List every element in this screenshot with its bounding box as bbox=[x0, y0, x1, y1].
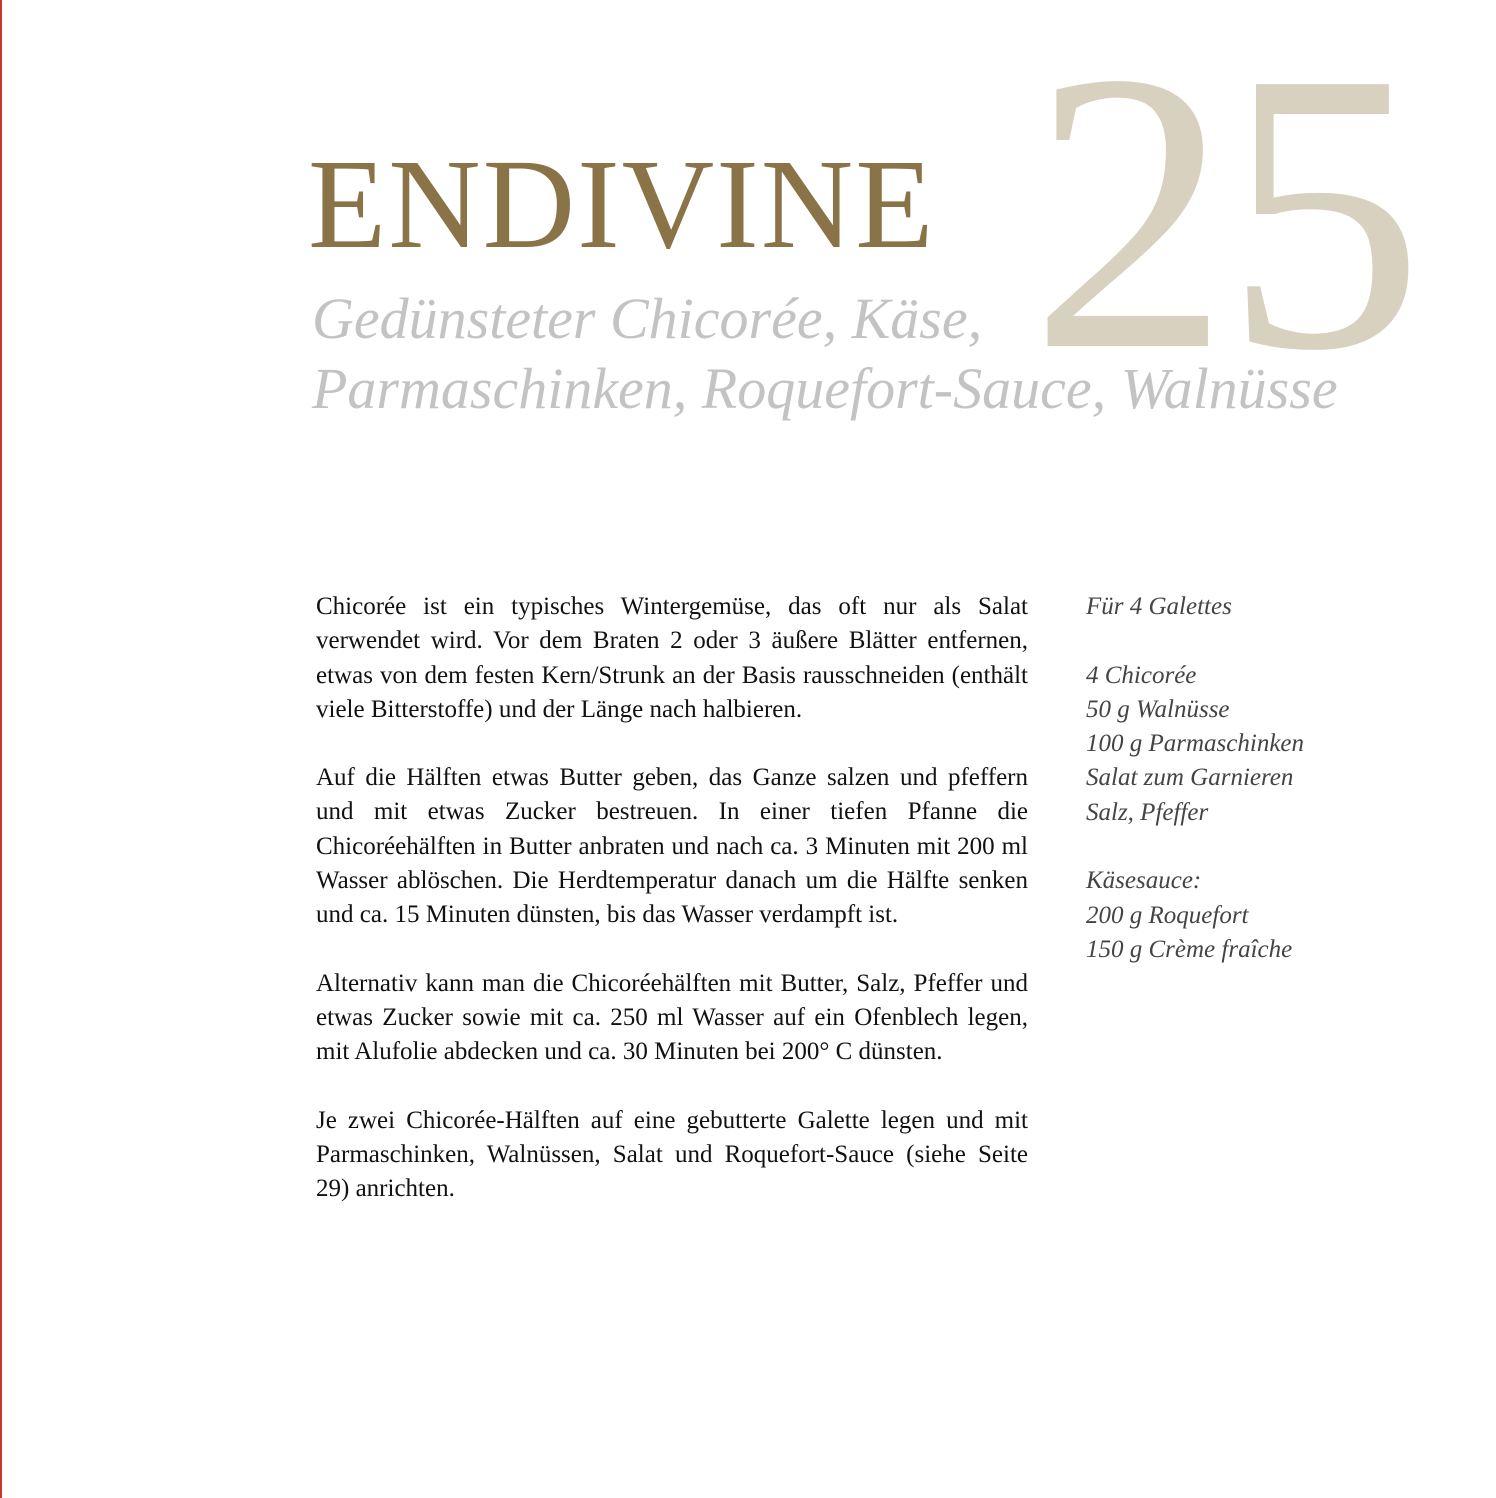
recipe-title: ENDIVINE bbox=[308, 133, 936, 275]
instruction-paragraph: Je zwei Chicorée-Hälften auf eine gebutterte Galette legen und mit Parmaschinken, Walnüssen, Salat und Roquefort-Sauce (siehe Seite 29) anrichten. bbox=[316, 1106, 1028, 1203]
servings-label: Für 4 Galettes bbox=[1086, 593, 1232, 620]
instructions bbox=[316, 590, 1028, 1240]
ingredient-item: 4 Chicorée bbox=[1086, 661, 1197, 689]
spacer bbox=[1086, 830, 1366, 864]
recipe-subtitle bbox=[312, 284, 1482, 424]
ingredient-item: 100 g Parmaschinken bbox=[1086, 730, 1305, 758]
sauce-heading: Käsesauce: bbox=[1086, 867, 1202, 895]
spacer bbox=[1086, 624, 1366, 658]
instruction-paragraph: Auf die Hälften etwas Butter geben, das Ganze salzen und pfeffern und mit etwas Zucker bestreuen. In einer tiefen Pfanne die Chicoréehälften in Butter anbraten und nach ca. 3 Minuten mit 200 ml Wasser ablöschen. Die Herdtemperatur danach um die Hälfte senken und ca. 15 Minuten dünsten, bis das Wasser verdampft ist. bbox=[316, 764, 1028, 929]
subtitle-line: Parmaschinken, Roquefort-Sauce, Walnüsse bbox=[312, 356, 1338, 421]
page-edge bbox=[0, 0, 2, 1498]
sauce-item: 150 g Crème fraîche bbox=[1086, 935, 1293, 963]
instruction-paragraph: Alternativ kann man die Chicoréehälften mit Butter, Salz, Pfeffer und etwas Zucker sowie mit ca. 250 ml Wasser auf ein Ofenblech legen, mit Alufolie abdecken und ca. 30 Minuten bei 200° C dünsten. bbox=[316, 969, 1028, 1066]
ingredient-item: Salz, Pfeffer bbox=[1086, 798, 1209, 826]
subtitle-line: Gedünsteter Chicorée, Käse, bbox=[312, 286, 983, 351]
instruction-paragraph: Chicorée ist ein typisches Wintergemüse, das oft nur als Salat verwendet wird. Vor dem Braten 2 oder 3 äußere Blätter entfernen, etwas von dem festen Kern/Strunk an der Basis rausschneiden (enthält viele Bitterstoffe) und der Länge nach halbieren. bbox=[316, 593, 1028, 723]
recipe-number: 25 bbox=[1030, 0, 1418, 433]
ingredient-item: Salat zum Garnieren bbox=[1086, 764, 1294, 792]
ingredient-item: 50 g Walnüsse bbox=[1086, 695, 1230, 723]
sauce-item: 200 g Roquefort bbox=[1086, 901, 1249, 929]
ingredients-list bbox=[1086, 590, 1366, 967]
